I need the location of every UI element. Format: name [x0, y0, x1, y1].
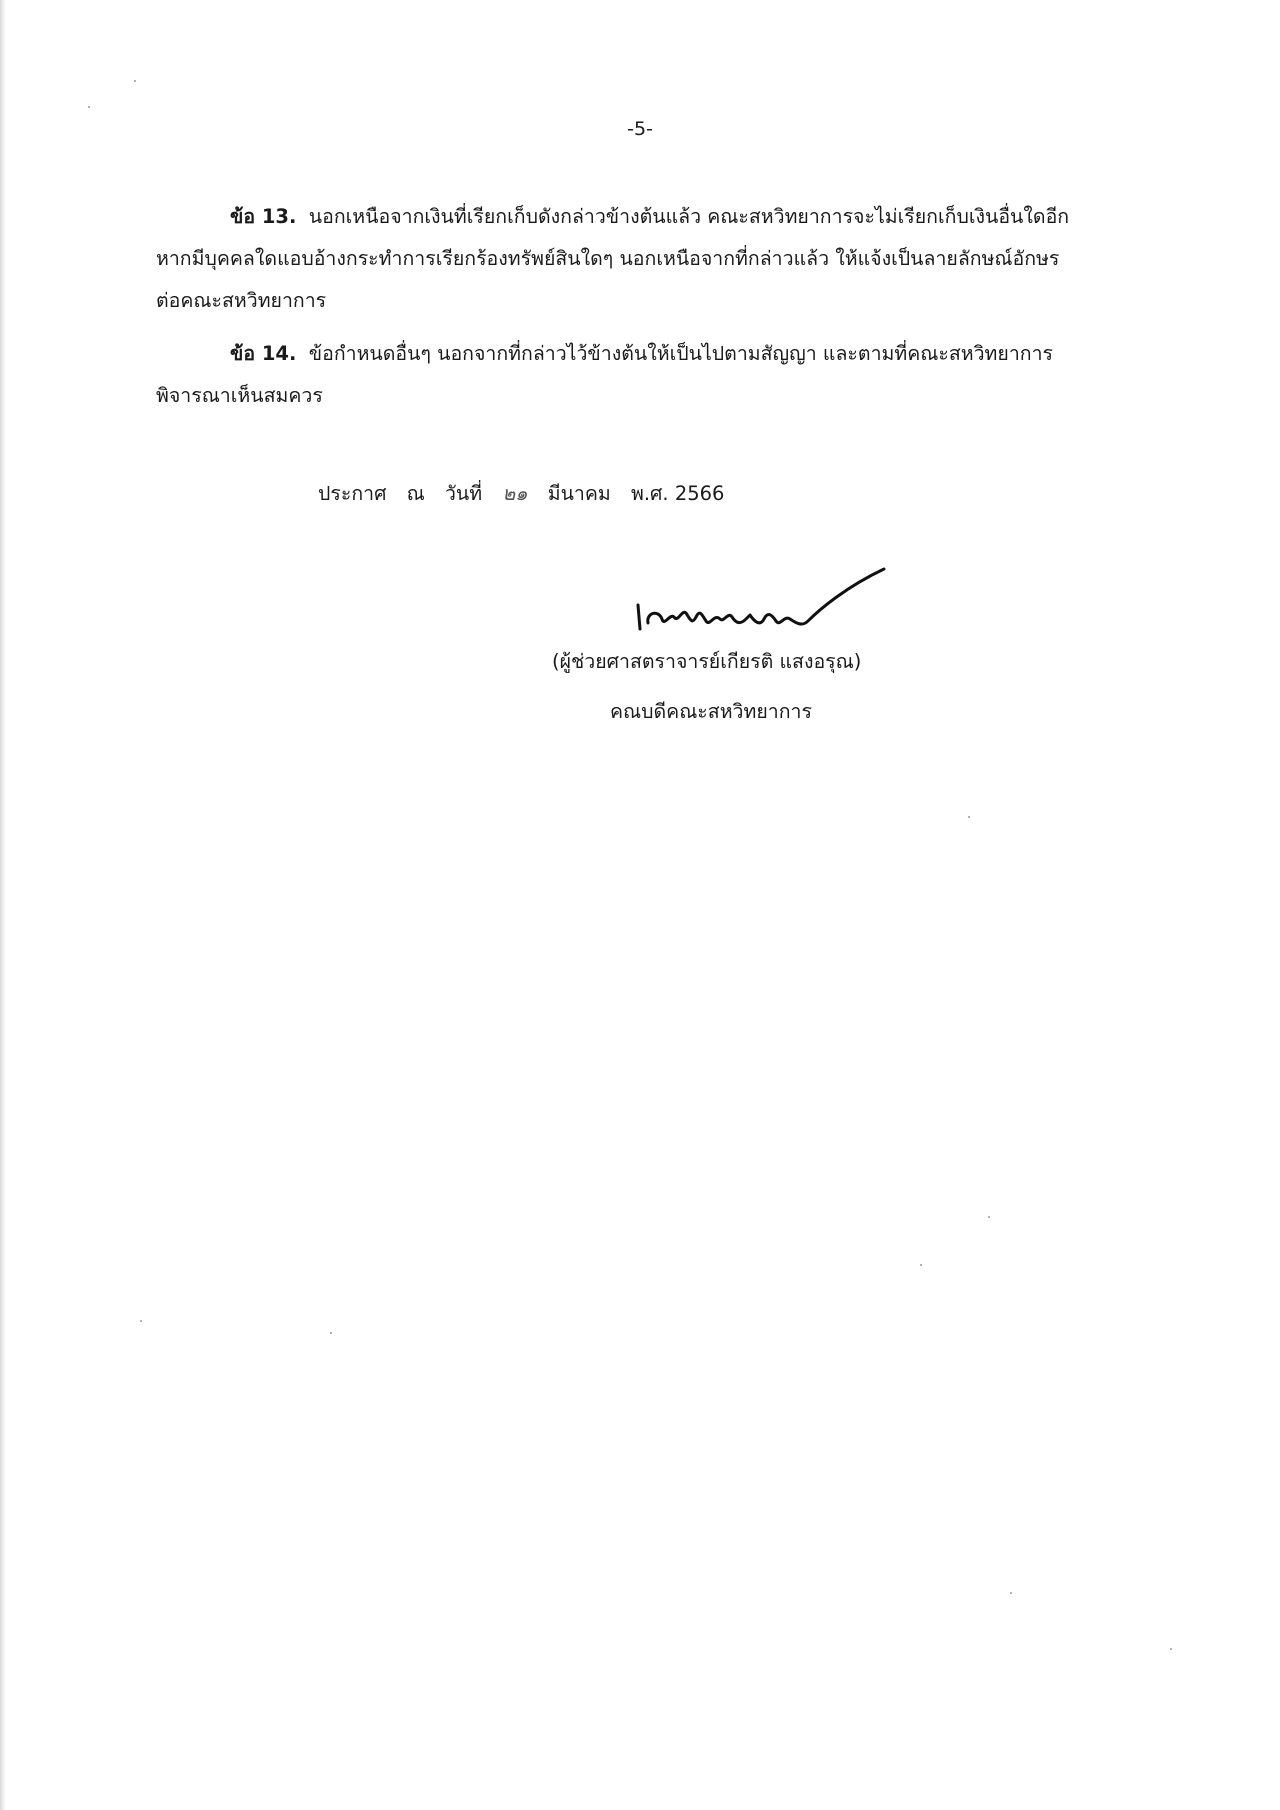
announce-prefix: ประกาศ	[318, 482, 387, 505]
announce-day: ๒๑	[502, 482, 528, 505]
scan-speck	[134, 80, 136, 82]
scan-speck	[920, 1264, 922, 1266]
clause-14-line-1	[156, 333, 1146, 375]
clause-14-line-2: พิจารณาเห็นสมควร	[156, 384, 323, 407]
announce-year: พ.ศ. 2566	[631, 482, 725, 505]
announce-at: ณ	[406, 482, 425, 505]
signer-title: คณบดีคณะสหวิทยาการ	[610, 700, 812, 723]
clause-13-text-1: นอกเหนือจากเงินที่เรียกเก็บดังกล่าวข้างต้นแล้ว คณะสหวิทยาการจะไม่เรียกเก็บเงินอื่นใดอีก	[308, 205, 1070, 228]
clause-13-line-1	[156, 196, 1146, 238]
clause-13-line-2: หากมีบุคคลใดแอบอ้างกระทำการเรียกร้องทรัพย์สินใดๆ นอกเหนือจากที่กล่าวแล้ว ให้แจ้งเป็นลายลักษณ์อักษร	[156, 247, 1060, 270]
scan-speck	[140, 1320, 142, 1322]
scan-speck	[1010, 1592, 1012, 1594]
scan-edge-shadow	[0, 0, 6, 1810]
announcement-date-line	[318, 478, 738, 509]
clause-13-label: ข้อ 13.	[230, 205, 297, 228]
scan-speck	[330, 1332, 332, 1334]
scan-speck	[968, 816, 970, 818]
signer-name: (ผู้ช่วยศาสตราจารย์เกียรติ แสงอรุณ)	[552, 650, 862, 673]
announce-month: มีนาคม	[547, 482, 611, 505]
scan-speck	[1170, 1648, 1172, 1650]
clause-13	[156, 196, 1146, 322]
scan-speck	[988, 1216, 990, 1218]
announce-day-label: วันที่	[444, 482, 483, 505]
clause-13-line-3: ต่อคณะสหวิทยาการ	[156, 289, 327, 312]
scan-speck	[88, 106, 90, 108]
handwritten-signature	[632, 565, 892, 645]
page-number: -5-	[627, 118, 653, 140]
clause-14-text-1: ข้อกำหนดอื่นๆ นอกจากที่กล่าวไว้ข้างต้นให้เป็นไปตามสัญญา และตามที่คณะสหวิทยาการ	[308, 342, 1053, 365]
clause-14	[156, 333, 1146, 417]
clause-14-label: ข้อ 14.	[230, 342, 297, 365]
